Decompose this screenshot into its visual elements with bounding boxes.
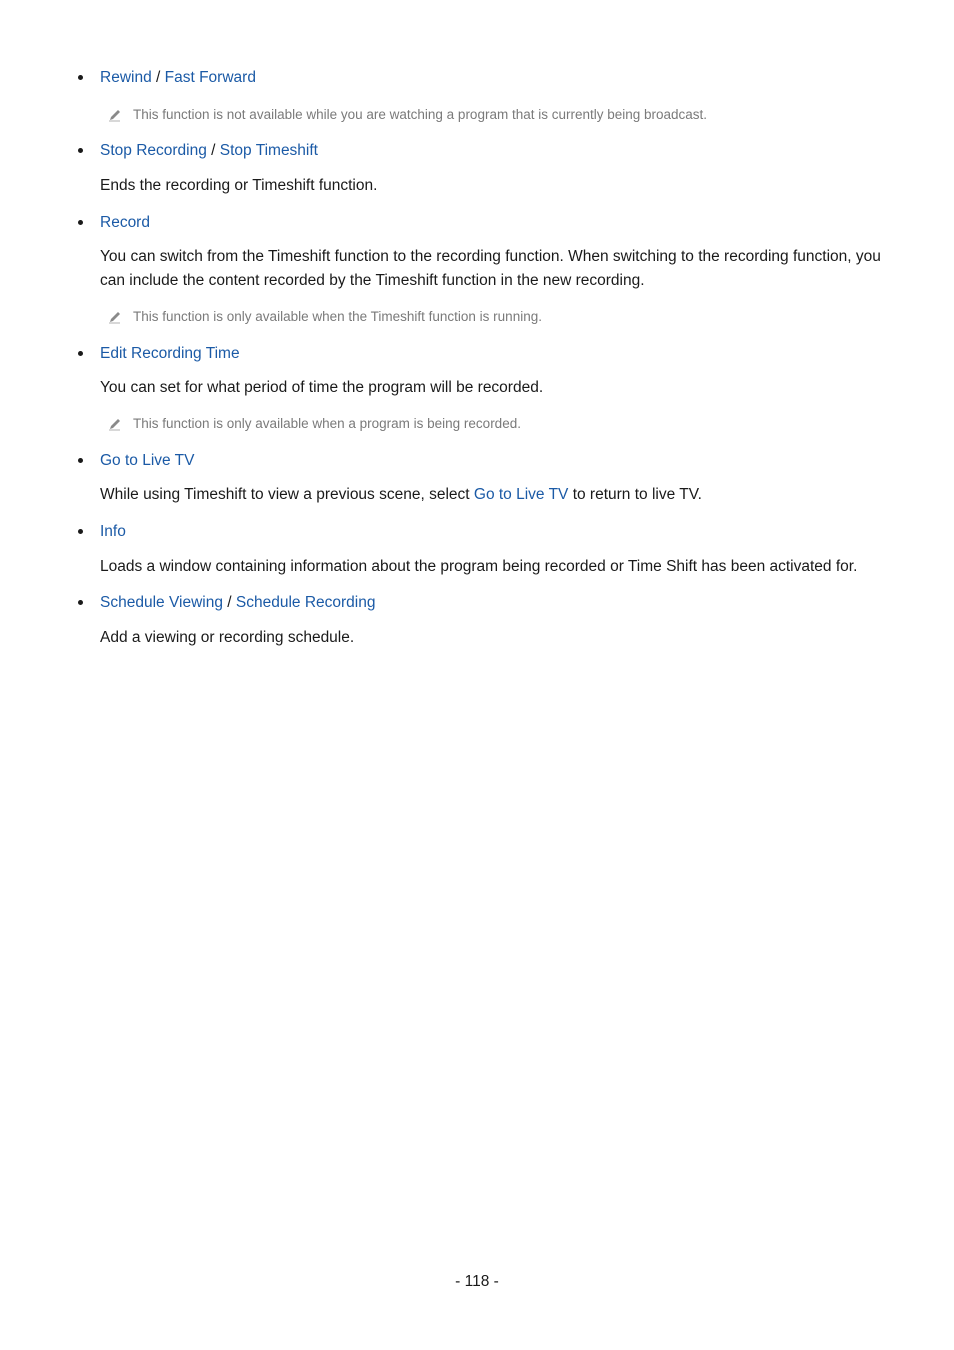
bullet-icon: [78, 458, 83, 463]
description-text: to return to live TV.: [572, 486, 702, 503]
item-title: [100, 450, 194, 472]
bullet-icon: [78, 351, 83, 356]
item-title: [100, 140, 318, 162]
item-description: Add a viewing or recording schedule.: [100, 629, 355, 646]
link-info[interactable]: Info: [100, 523, 126, 540]
title-separator: /: [211, 142, 216, 159]
item-description: Loads a window containing information about the program being recorded or Time Shift has been activated for.: [100, 558, 858, 575]
page-number: - 118 -: [455, 1273, 499, 1290]
item-description: Ends the recording or Timeshift function.: [100, 177, 378, 194]
item-description: You can switch from the Timeshift function to the recording function. When switching to the recording function, you can include the content recorded by the Timeshift function in the new recording.: [100, 248, 881, 289]
title-separator: /: [156, 69, 161, 86]
bullet-icon: [78, 529, 83, 534]
item-description: [100, 483, 890, 507]
link-go-to-live-tv[interactable]: Go to Live TV: [100, 452, 195, 469]
link-fast-forward[interactable]: Fast Forward: [164, 69, 256, 86]
description-text: While using Timeshift to view a previous scene, select: [100, 486, 470, 503]
bullet-icon: [78, 148, 83, 153]
item-title: [100, 521, 126, 543]
pencil-icon: [108, 310, 122, 324]
item-title: [100, 343, 240, 365]
note-text: This function is only available when the Timeshift function is running.: [133, 309, 542, 324]
link-record[interactable]: Record: [100, 214, 150, 231]
item-title: [100, 592, 375, 614]
note-text: This function is only available when a program is being recorded.: [133, 416, 521, 431]
pencil-icon: [108, 108, 122, 122]
bullet-icon: [78, 600, 83, 605]
link-stop-timeshift[interactable]: Stop Timeshift: [219, 142, 318, 159]
bullet-icon: [78, 75, 83, 80]
pencil-icon: [108, 417, 122, 431]
link-edit-recording-time[interactable]: Edit Recording Time: [100, 345, 240, 362]
inline-link-go-to-live-tv[interactable]: Go to Live TV: [473, 486, 569, 503]
link-schedule-recording[interactable]: Schedule Recording: [235, 594, 376, 611]
bullet-icon: [78, 220, 83, 225]
note-text: This function is not available while you are watching a program that is currently being broadcast.: [133, 107, 708, 122]
item-description: You can set for what period of time the program will be recorded.: [100, 379, 544, 396]
title-separator: /: [227, 594, 232, 611]
link-rewind[interactable]: Rewind: [100, 69, 152, 86]
item-title: [100, 212, 150, 234]
link-schedule-viewing[interactable]: Schedule Viewing: [100, 594, 223, 611]
link-stop-recording[interactable]: Stop Recording: [100, 142, 207, 159]
item-title: [100, 67, 256, 89]
